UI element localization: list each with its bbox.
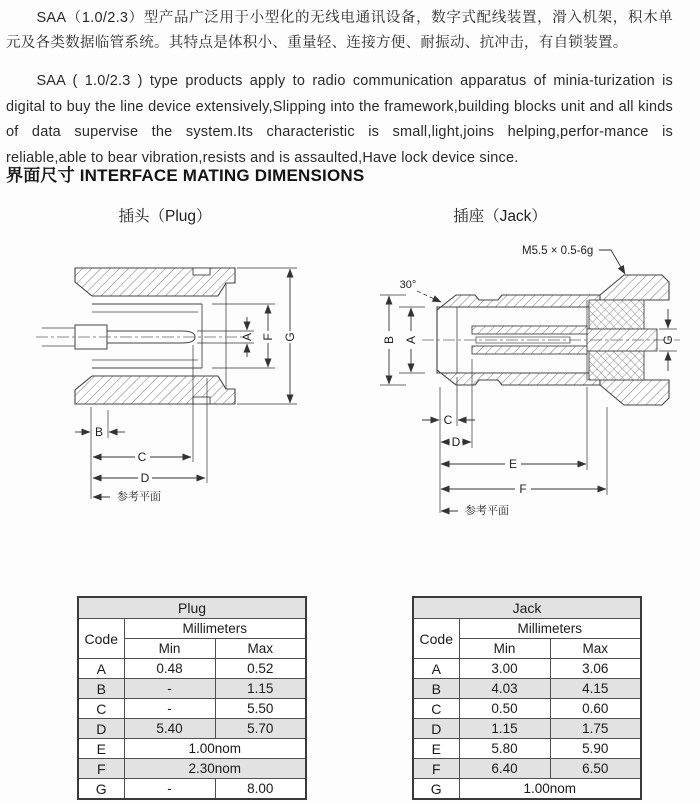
plug-dimensions-table <box>77 596 307 800</box>
code-cell: E <box>78 739 124 759</box>
max-cell: 0.52 <box>215 659 306 679</box>
min-cell: 5.80 <box>459 739 550 759</box>
socket-contact-upper <box>472 326 587 334</box>
max-cell: 5.50 <box>215 699 306 719</box>
intro-paragraph-chinese: SAA（1.0/2.3）型产品广泛用于小型化的无线电通讯设备，数字式配线装置，滑入机架，积木单元及各类数据临管系统。其特点是体积小、重量轻、连接方便、耐振动、抗冲击，有自锁装置。 <box>6 10 673 51</box>
jack-reference-plane-label: 参考平面 <box>465 505 509 517</box>
section-heading-en: INTERFACE MATING DIMENSIONS <box>79 166 365 185</box>
code-cell: G <box>78 779 124 800</box>
section-heading-cn: 界面尺寸 <box>6 166 75 185</box>
table-row <box>413 759 641 779</box>
plug-table-title: Plug <box>78 597 306 619</box>
table-row <box>78 719 306 739</box>
table-row <box>78 659 306 679</box>
plug-technical-drawing <box>30 238 322 510</box>
plug-body-section <box>42 268 235 404</box>
min-cell: 6.40 <box>459 759 550 779</box>
jack-dimensions-table <box>412 596 642 800</box>
min-cell: 3.00 <box>459 659 550 679</box>
max-cell: 1.15 <box>215 679 306 699</box>
plug-dim-f-label: F <box>261 333 275 341</box>
thread-leader-line <box>599 250 625 274</box>
code-cell: C <box>78 699 124 719</box>
max-cell: 8.00 <box>215 779 306 800</box>
nominal-cell: 1.00nom <box>124 739 306 759</box>
plug-dim-b-label: B <box>94 425 104 439</box>
code-cell: A <box>78 659 124 679</box>
min-cell: - <box>124 679 215 699</box>
chamfer-angle-label: 30° <box>399 279 417 291</box>
chamfer-leader-line <box>417 291 441 302</box>
code-cell: D <box>413 719 459 739</box>
table-row <box>413 719 641 739</box>
code-cell: F <box>78 759 124 779</box>
code-cell: B <box>78 679 124 699</box>
code-cell: B <box>413 679 459 699</box>
table-row <box>78 739 306 759</box>
plug-max-header: Max <box>215 639 306 659</box>
code-cell: G <box>413 779 459 800</box>
plug-unit-header: Millimeters <box>124 619 306 639</box>
section-heading <box>6 161 364 186</box>
jack-table-title: Jack <box>413 597 641 619</box>
plug-dim-g-label: G <box>283 332 297 342</box>
min-cell: 0.48 <box>124 659 215 679</box>
code-cell: F <box>413 759 459 779</box>
socket-contact-lower <box>472 346 587 354</box>
thread-spec-label: M5.5 × 0.5-6g <box>522 245 594 257</box>
jack-dim-a-label: A <box>404 335 418 345</box>
plug-dim-a-label: A <box>240 332 254 342</box>
table-row <box>78 699 306 719</box>
table-row <box>413 659 641 679</box>
plug-code-header: Code <box>78 619 124 659</box>
table-row <box>413 739 641 759</box>
jack-dim-e-label: E <box>508 457 518 471</box>
min-cell: - <box>124 779 215 800</box>
jack-dim-c-label: C <box>443 413 453 427</box>
nominal-cell: 2.30nom <box>124 759 306 779</box>
thread-section <box>600 275 669 300</box>
jack-max-header: Max <box>550 639 641 659</box>
max-cell: 1.75 <box>550 719 641 739</box>
jack-unit-header: Millimeters <box>459 619 641 639</box>
table-row <box>78 759 306 779</box>
min-cell: - <box>124 699 215 719</box>
jack-min-header: Min <box>459 639 550 659</box>
code-cell: E <box>413 739 459 759</box>
max-cell: 5.70 <box>215 719 306 739</box>
max-cell: 4.15 <box>550 679 641 699</box>
max-cell: 3.06 <box>550 659 641 679</box>
plug-dim-c-label: C <box>137 450 147 464</box>
code-cell: D <box>78 719 124 739</box>
intro-text <box>6 6 673 171</box>
jack-dim-b-label: B <box>382 335 396 345</box>
plug-dim-d-label: D <box>140 471 150 485</box>
min-cell: 1.15 <box>459 719 550 739</box>
max-cell: 6.50 <box>550 759 641 779</box>
code-cell: A <box>413 659 459 679</box>
plug-reference-plane-label: 参考平面 <box>117 491 161 503</box>
nominal-cell: 1.00nom <box>459 779 641 800</box>
intro-paragraph-english: SAA ( 1.0/2.3 ) type products apply to radio communication apparatus of minia-turization is digital to buy the line device extensively,Slipping into the framework,building blocks unit and all kinds of data supervise the system.Its characteristic is small,light,joins helping,perfor-mance is reliable,able to bear vibration,resists and is assaulted,Have lock device since. <box>6 73 673 166</box>
jack-technical-drawing <box>372 237 694 522</box>
min-cell: 4.03 <box>459 679 550 699</box>
max-cell: 5.90 <box>550 739 641 759</box>
plug-figure-title: 插头（Plug） <box>118 208 212 225</box>
code-cell: C <box>413 699 459 719</box>
jack-figure-title: 插座（Jack） <box>453 208 547 225</box>
min-cell: 5.40 <box>124 719 215 739</box>
table-row <box>78 779 306 800</box>
table-row <box>413 679 641 699</box>
plug-min-header: Min <box>124 639 215 659</box>
table-row <box>413 779 641 800</box>
insulator-lower <box>589 351 644 380</box>
min-cell: 0.50 <box>459 699 550 719</box>
jack-dim-g-label: G <box>661 335 675 345</box>
max-cell: 0.60 <box>550 699 641 719</box>
insulator-upper <box>589 300 644 329</box>
jack-dim-f-label: F <box>519 482 527 496</box>
jack-dim-d-label: D <box>451 435 461 449</box>
jack-code-header: Code <box>413 619 459 659</box>
table-row <box>413 699 641 719</box>
table-row <box>78 679 306 699</box>
